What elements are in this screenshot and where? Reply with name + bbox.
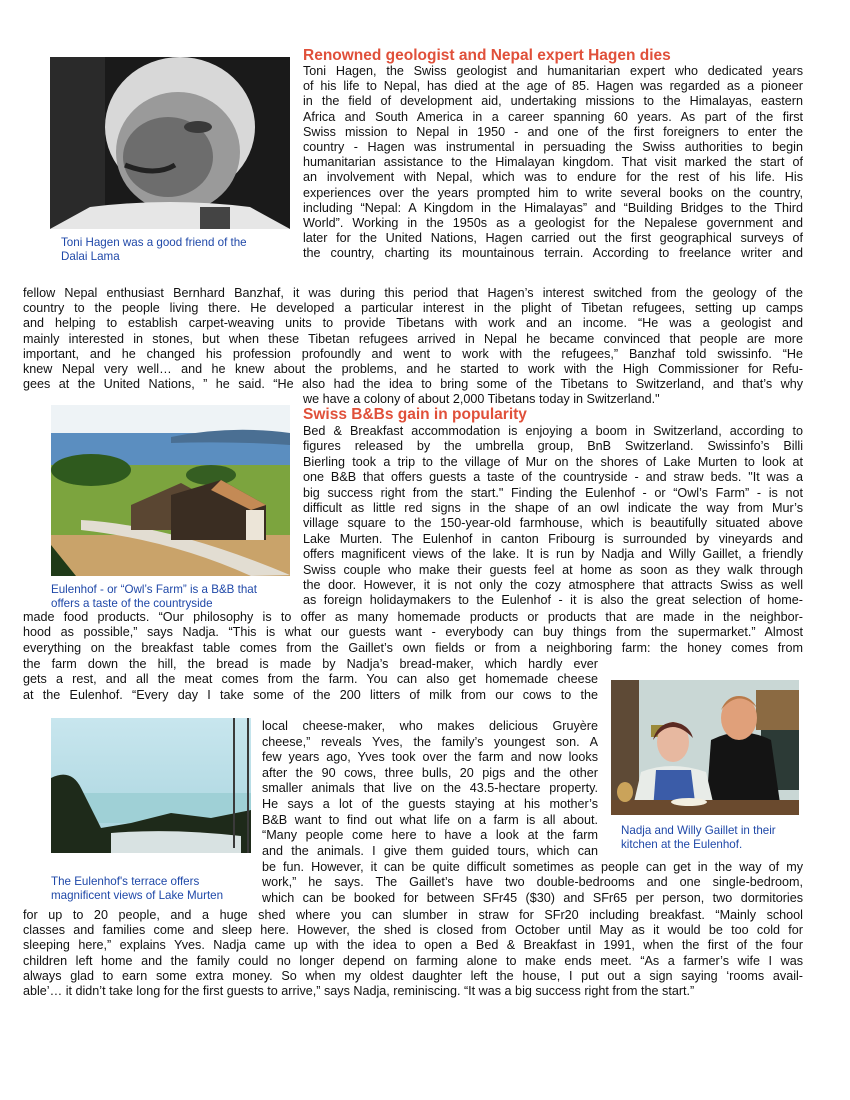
article-body-line: Bierling took a trip to the village of Mur on the shores of Lake Murten to look at	[303, 454, 803, 469]
article-body-line: at the Eulenhof. “Every day I take some of the 200 litters of milk from our cows to the	[23, 687, 598, 702]
caption-line: offers a taste of the countryside	[51, 597, 213, 610]
caption-line: kitchen at the Eulenhof.	[621, 838, 743, 851]
article-body-line: and the animals. I give them guided tours, which can	[262, 843, 598, 858]
article-body-line: as foreign holidaymakers to the Eulenhof - it is also the great selection of home-	[303, 593, 803, 608]
article-body-line: an involvement with Nepal, which was to endure for the rest of his life. His	[303, 170, 803, 185]
article-body-line: important, and he changed his profession profoundly and went to work with the refugees,” Banzhaf told swissinfo. “He	[23, 346, 803, 361]
article-body-line: gets a rest, and all the meat comes from the farm. You can also get homemade cheese	[23, 672, 598, 687]
photo-eulenhof-terrace	[51, 718, 251, 853]
article-body-line: cheese,” reveals Yves, the family’s youngest son. A	[262, 734, 598, 749]
article-body-line: everything on the breakfast table comes from the Gaillet’s own fields or from a neighboring farm: the honey comes from	[23, 640, 803, 655]
caption-line: Nadja and Willy Gaillet in their	[621, 824, 776, 837]
article-body-line: humanitarian assistance to the Himalayan kingdom. That visit marked the start of	[303, 155, 803, 170]
article-headline-bnb: Swiss B&Bs gain in popularity	[303, 406, 527, 423]
caption-line: The Eulenhof's terrace offers	[51, 875, 200, 888]
article-body-line: we have a colony of about 2,000 Tibetans today in Switzerland."	[303, 392, 660, 406]
article-body-line: knew Nepal very well… and he knew about the problems, and he started to work with the High Commissioner for Refu-	[23, 362, 803, 376]
article-body-line: offers magnificent views of the lake. It is run by Nadja and Willy Gaillet, a friendly	[303, 547, 803, 562]
article-body-line: B&B want to find out what life on a farm is all about.	[262, 812, 598, 827]
photo-caption-terrace	[51, 875, 223, 903]
article-body-line: country to the people living there. He developed a particular interest in the plight of Tibetan refugees, setting up camps	[23, 301, 803, 316]
caption-line: Toni Hagen was a good friend of the	[61, 236, 247, 249]
article-body-line: “Many people come here to have a look at the farm	[262, 828, 598, 843]
article-body-line: children left home and the family could no longer depend on farming alone to make ends meet. “As a farmer’s wife I was	[23, 953, 803, 968]
article-body-line: including “Nepal: A Kingdom in the Himalayas” and “Building Bridges to the Third	[303, 200, 803, 215]
article-body-line: hood as possible,” says Nadja. “This is what our guests want - everybody can buy things from the supermarket.” Almost	[23, 625, 803, 640]
article-body-line: mainly interested in stones, but when these Tibetan refugees arrived in Nepal he became convinced that people are more	[23, 331, 803, 346]
photo-caption-hagen	[61, 236, 247, 264]
article-body-line: for up to 20 people, and a huge shed where you can slumber in straw for SFr20 including breakfast. “Mainly school	[23, 908, 803, 922]
caption-line: Dalai Lama	[61, 250, 120, 263]
caption-line: magnificent views of Lake Murten	[51, 889, 224, 902]
photo-toni-hagen	[50, 57, 290, 229]
article-body-line: Swiss couple who make their guests feel at home as soon as they walk through	[303, 562, 803, 577]
article-body-line: always glad to earn some extra money. So when my oldest daughter left the house, I put out a sign saying ‘rooms avail-	[23, 968, 803, 983]
article-body-line: made food products. “Our philosophy is to offer as many homemade products or products that are made in the neighbor-	[23, 610, 803, 624]
article-body-line: the door. However, it is not only the cozy atmosphere that attracts Swiss as well	[303, 578, 803, 592]
article-body-line: experiences over the years prompted him to write several books on the country,	[303, 185, 803, 200]
article-body-line: and helping to establish carpet-weaving units to provide Tibetans with work and an income. “He was a geologist and	[23, 316, 803, 331]
article-body-line: Swiss mission to Nepal in 1950 - and one of the first foreigners to enter the	[303, 124, 803, 139]
photo-caption-kitchen	[621, 824, 776, 852]
article-body-line: village square to the 150-year-old farmhouse, which is beautifully situated above	[303, 516, 803, 531]
photo-nadja-willy-kitchen	[611, 680, 799, 815]
article-body-line: in the field of development aid, undertaking missions to the Himalayas, eastern	[303, 94, 803, 109]
article-body-line: smaller animals that live on the 43.5-hectare property.	[262, 781, 598, 796]
article-body-line: World”. Working in the 1950s as a geologist for the Nepalese government and	[303, 216, 803, 230]
article-body-line: local cheese-maker, who makes delicious Gruyère	[262, 719, 598, 733]
article-body-line: Bed & Breakfast accommodation is enjoying a boom in Switzerland, according to	[303, 424, 803, 438]
article-body-line: after the 90 cows, three bulls, 20 pigs and the other	[262, 765, 598, 780]
article-body-line: sleeping here,” explains Yves. Nadja came up with the idea to open a Bed & Breakfast in 1991, when the first of the four	[23, 938, 803, 953]
article-body-line: the farm down the hill, the bread is made by Nadja’s bread-maker, which hardly ever	[23, 657, 598, 671]
article-body-line: later for the United Nations, Hagen carried out the first geographical surveys of	[303, 231, 803, 246]
caption-line: Eulenhof - or “Owl’s Farm” is a B&B that	[51, 583, 257, 596]
article-body-line: be fun. However, it can be quite difficult sometimes as people can get in the way of my	[262, 860, 803, 874]
article-body-line: work,” he says. The Gaillet’s have two double-bedrooms and one single-bedroom,	[262, 875, 803, 890]
article-body-line: which can be booked for between SFr45 ($30) and SFr65 per person, two dormitories	[262, 890, 803, 905]
article-body-line: big success right from the start." Finding the Eulenhof - or “Owl’s Farm” - is not	[303, 485, 803, 500]
article-body-line: difficult as little red signs in the shape of an owl indicate the way from Mur’s	[303, 501, 803, 515]
article-body-line: fellow Nepal enthusiast Bernhard Banzhaf, it was during this period that Hagen’s interest switched from the geology of the	[23, 286, 803, 300]
article-headline-hagen: Renowned geologist and Nepal expert Hagen dies	[303, 47, 671, 64]
photo-eulenhof-farm	[51, 405, 290, 576]
article-body-line: of his life to Nepal, has died at the age of 85. Hagen was regarded as a pioneer	[303, 79, 803, 94]
article-body-line: country - Hagen was instrumental in persuading the Swiss authorities to begin	[303, 140, 803, 154]
photo-caption-farm	[51, 583, 257, 611]
article-body-line: gees at the United Nations, ” he said. “He also had the idea to bring some of the Tibetans to Switzerland, and that’s why	[23, 377, 803, 392]
article-body-line: He says a lot of the guests staying at his mother’s	[262, 797, 598, 811]
article-body-line: Lake Murten. The Eulenhof in canton Fribourg is surrounded by vineyards and	[303, 531, 803, 546]
article-body-line: figures released by the umbrella group, BnB Switzerland. Swissinfo’s Billi	[303, 439, 803, 454]
article-body-line: classes and families come and sleep here. However, the shed is closed from October until May as it would be too cold for	[23, 923, 803, 938]
article-body-line: one B&B that offers guests a taste of the countryside - and straw beds. "It was a	[303, 470, 803, 485]
article-body-line: the country, charting its mountainous terrain. According to freelance writer and	[303, 246, 803, 261]
article-body-line: Africa and South America in a career spanning 60 years. As part of the first	[303, 109, 803, 124]
article-body-line: few years ago, Yves took over the farm and now looks	[262, 750, 598, 765]
article-body-line: able’… it didn’t take long for the first guests to arrive,” says Nadja, reminiscing. “It was a big success right from the start.”	[23, 984, 695, 998]
article-body-line: Toni Hagen, the Swiss geologist and humanitarian expert who dedicated years	[303, 64, 803, 78]
